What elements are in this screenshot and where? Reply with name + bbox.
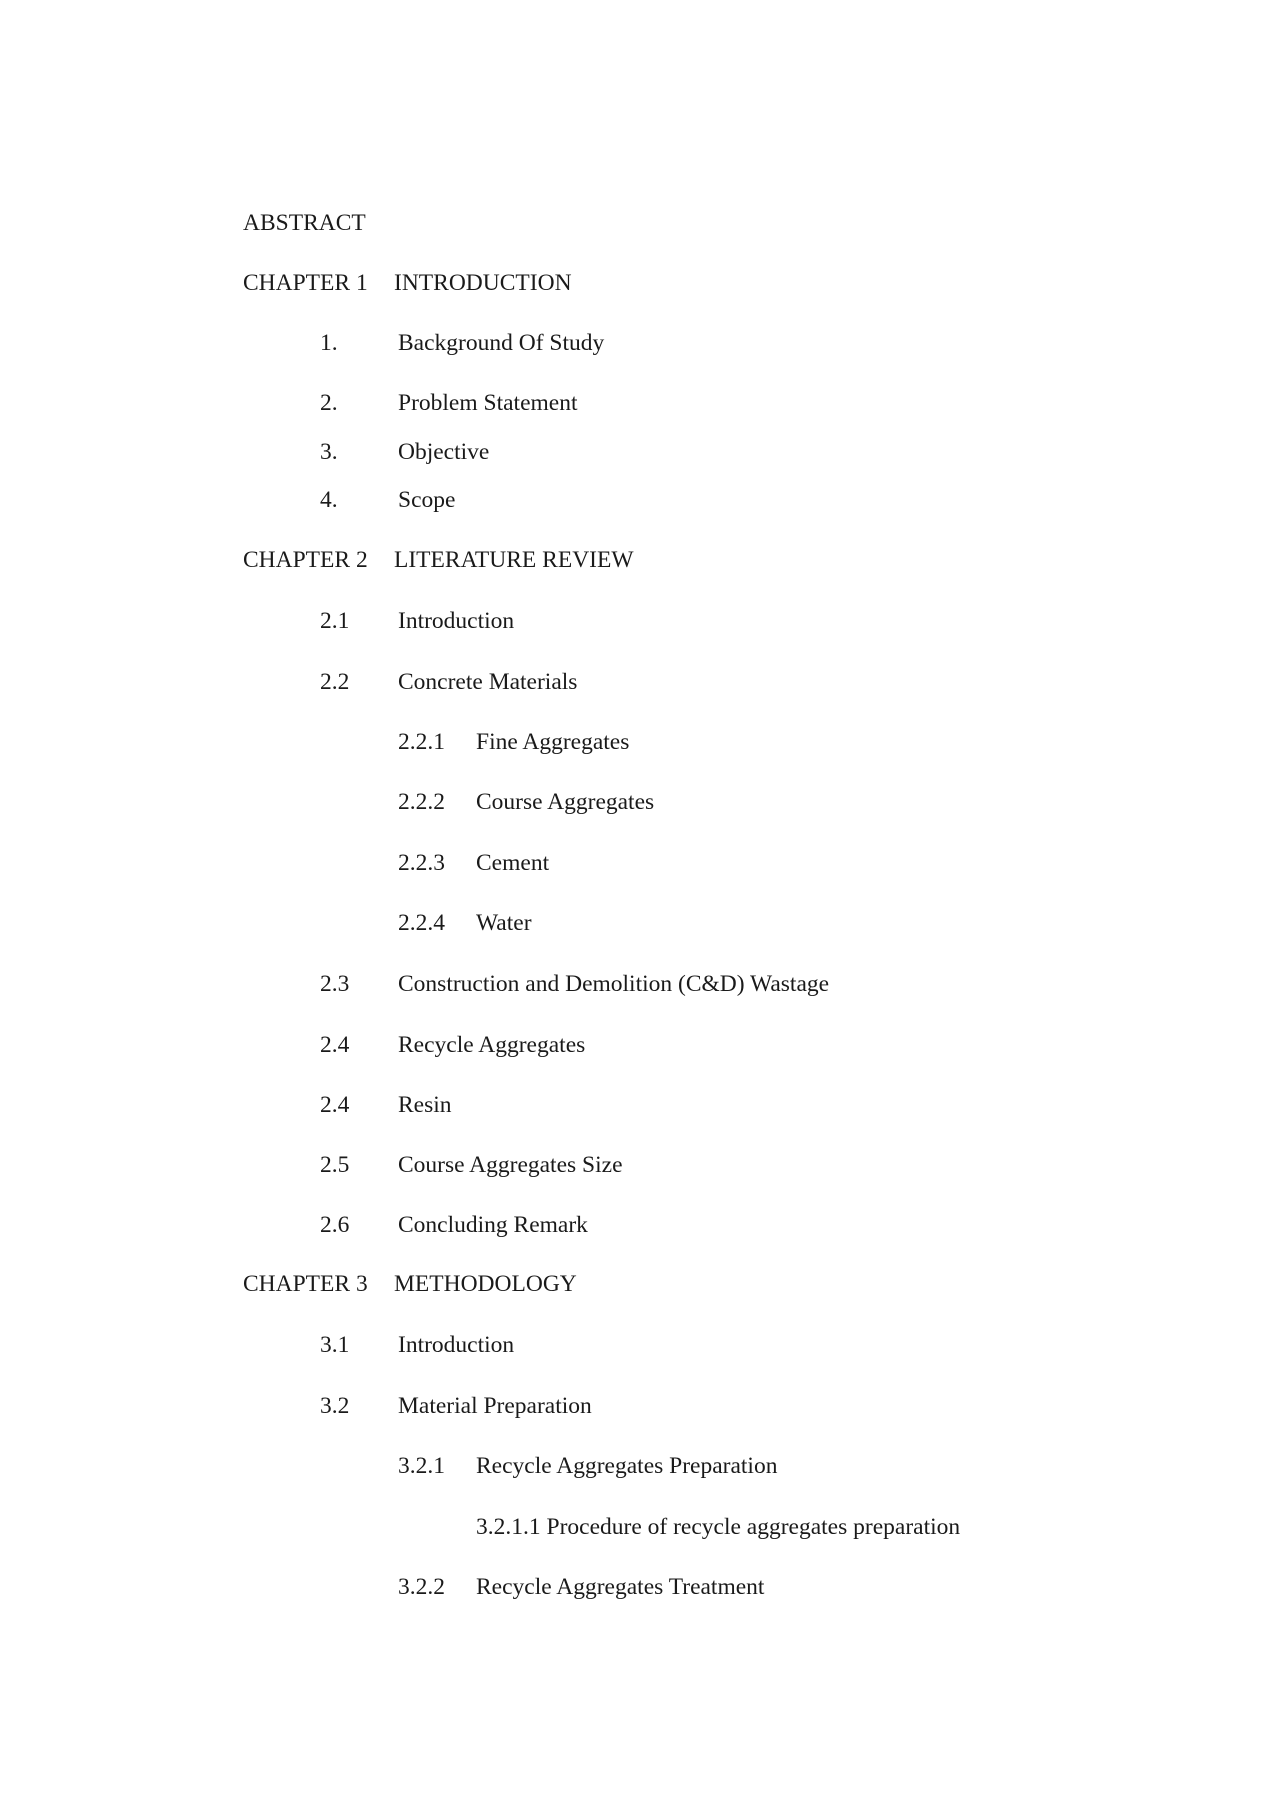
entry-number: 2.2.3 <box>398 850 445 876</box>
entry-title: Concrete Materials <box>398 669 578 695</box>
entry-number: 2.4 <box>320 1092 350 1118</box>
entry-number: 3. <box>320 439 338 465</box>
entry-title: Cement <box>476 850 550 876</box>
entry-number: 2.1 <box>320 608 350 634</box>
entry-title: Concluding Remark <box>398 1212 588 1238</box>
chapter-title: INTRODUCTION <box>394 270 572 296</box>
entry-number: 2.2.1 <box>398 729 445 755</box>
entry-number: 2.2 <box>320 669 350 695</box>
toc-abstract-label: ABSTRACT <box>243 210 366 236</box>
entry-number: 2. <box>320 390 338 416</box>
entry-title: Objective <box>398 439 490 465</box>
chapter-title: METHODOLOGY <box>394 1271 577 1297</box>
entry-title: Introduction <box>398 1332 515 1358</box>
entry-number: 3.2.1 <box>398 1453 445 1479</box>
chapter-number: CHAPTER 3 <box>243 1271 368 1297</box>
chapter-number: CHAPTER 1 <box>243 270 368 296</box>
chapter-number: CHAPTER 2 <box>243 547 368 573</box>
entry-title: Recycle Aggregates Treatment <box>476 1574 765 1600</box>
entry-number: 2.6 <box>320 1212 350 1238</box>
entry-number: 2.4 <box>320 1032 350 1058</box>
entry-title: Construction and Demolition (C&D) Wastage <box>398 971 830 997</box>
entry-number: 2.2.4 <box>398 910 445 936</box>
entry-number: 2.5 <box>320 1152 350 1178</box>
entry-number: 3.2.2 <box>398 1574 445 1600</box>
entry-number: 3.2 <box>320 1393 350 1419</box>
entry-title: Introduction <box>398 608 515 634</box>
entry-number: 2.2.2 <box>398 789 445 815</box>
entry-title: Water <box>476 910 532 936</box>
entry-number: 2.3 <box>320 971 350 997</box>
entry-title: 3.2.1.1 Procedure of recycle aggregates preparation <box>476 1514 961 1540</box>
entry-title: Course Aggregates <box>476 789 655 815</box>
entry-title: Problem Statement <box>398 390 578 416</box>
entry-title: Scope <box>398 487 456 513</box>
entry-number: 1. <box>320 330 338 356</box>
entry-title: Recycle Aggregates Preparation <box>476 1453 778 1479</box>
entry-title: Fine Aggregates <box>476 729 630 755</box>
entry-title: Course Aggregates Size <box>398 1152 623 1178</box>
entry-title: Background Of Study <box>398 330 605 356</box>
entry-title: Material Preparation <box>398 1393 592 1419</box>
entry-number: 4. <box>320 487 338 513</box>
entry-number: 3.1 <box>320 1332 350 1358</box>
entry-title: Recycle Aggregates <box>398 1032 586 1058</box>
entry-title: Resin <box>398 1092 452 1118</box>
chapter-title: LITERATURE REVIEW <box>394 547 634 573</box>
